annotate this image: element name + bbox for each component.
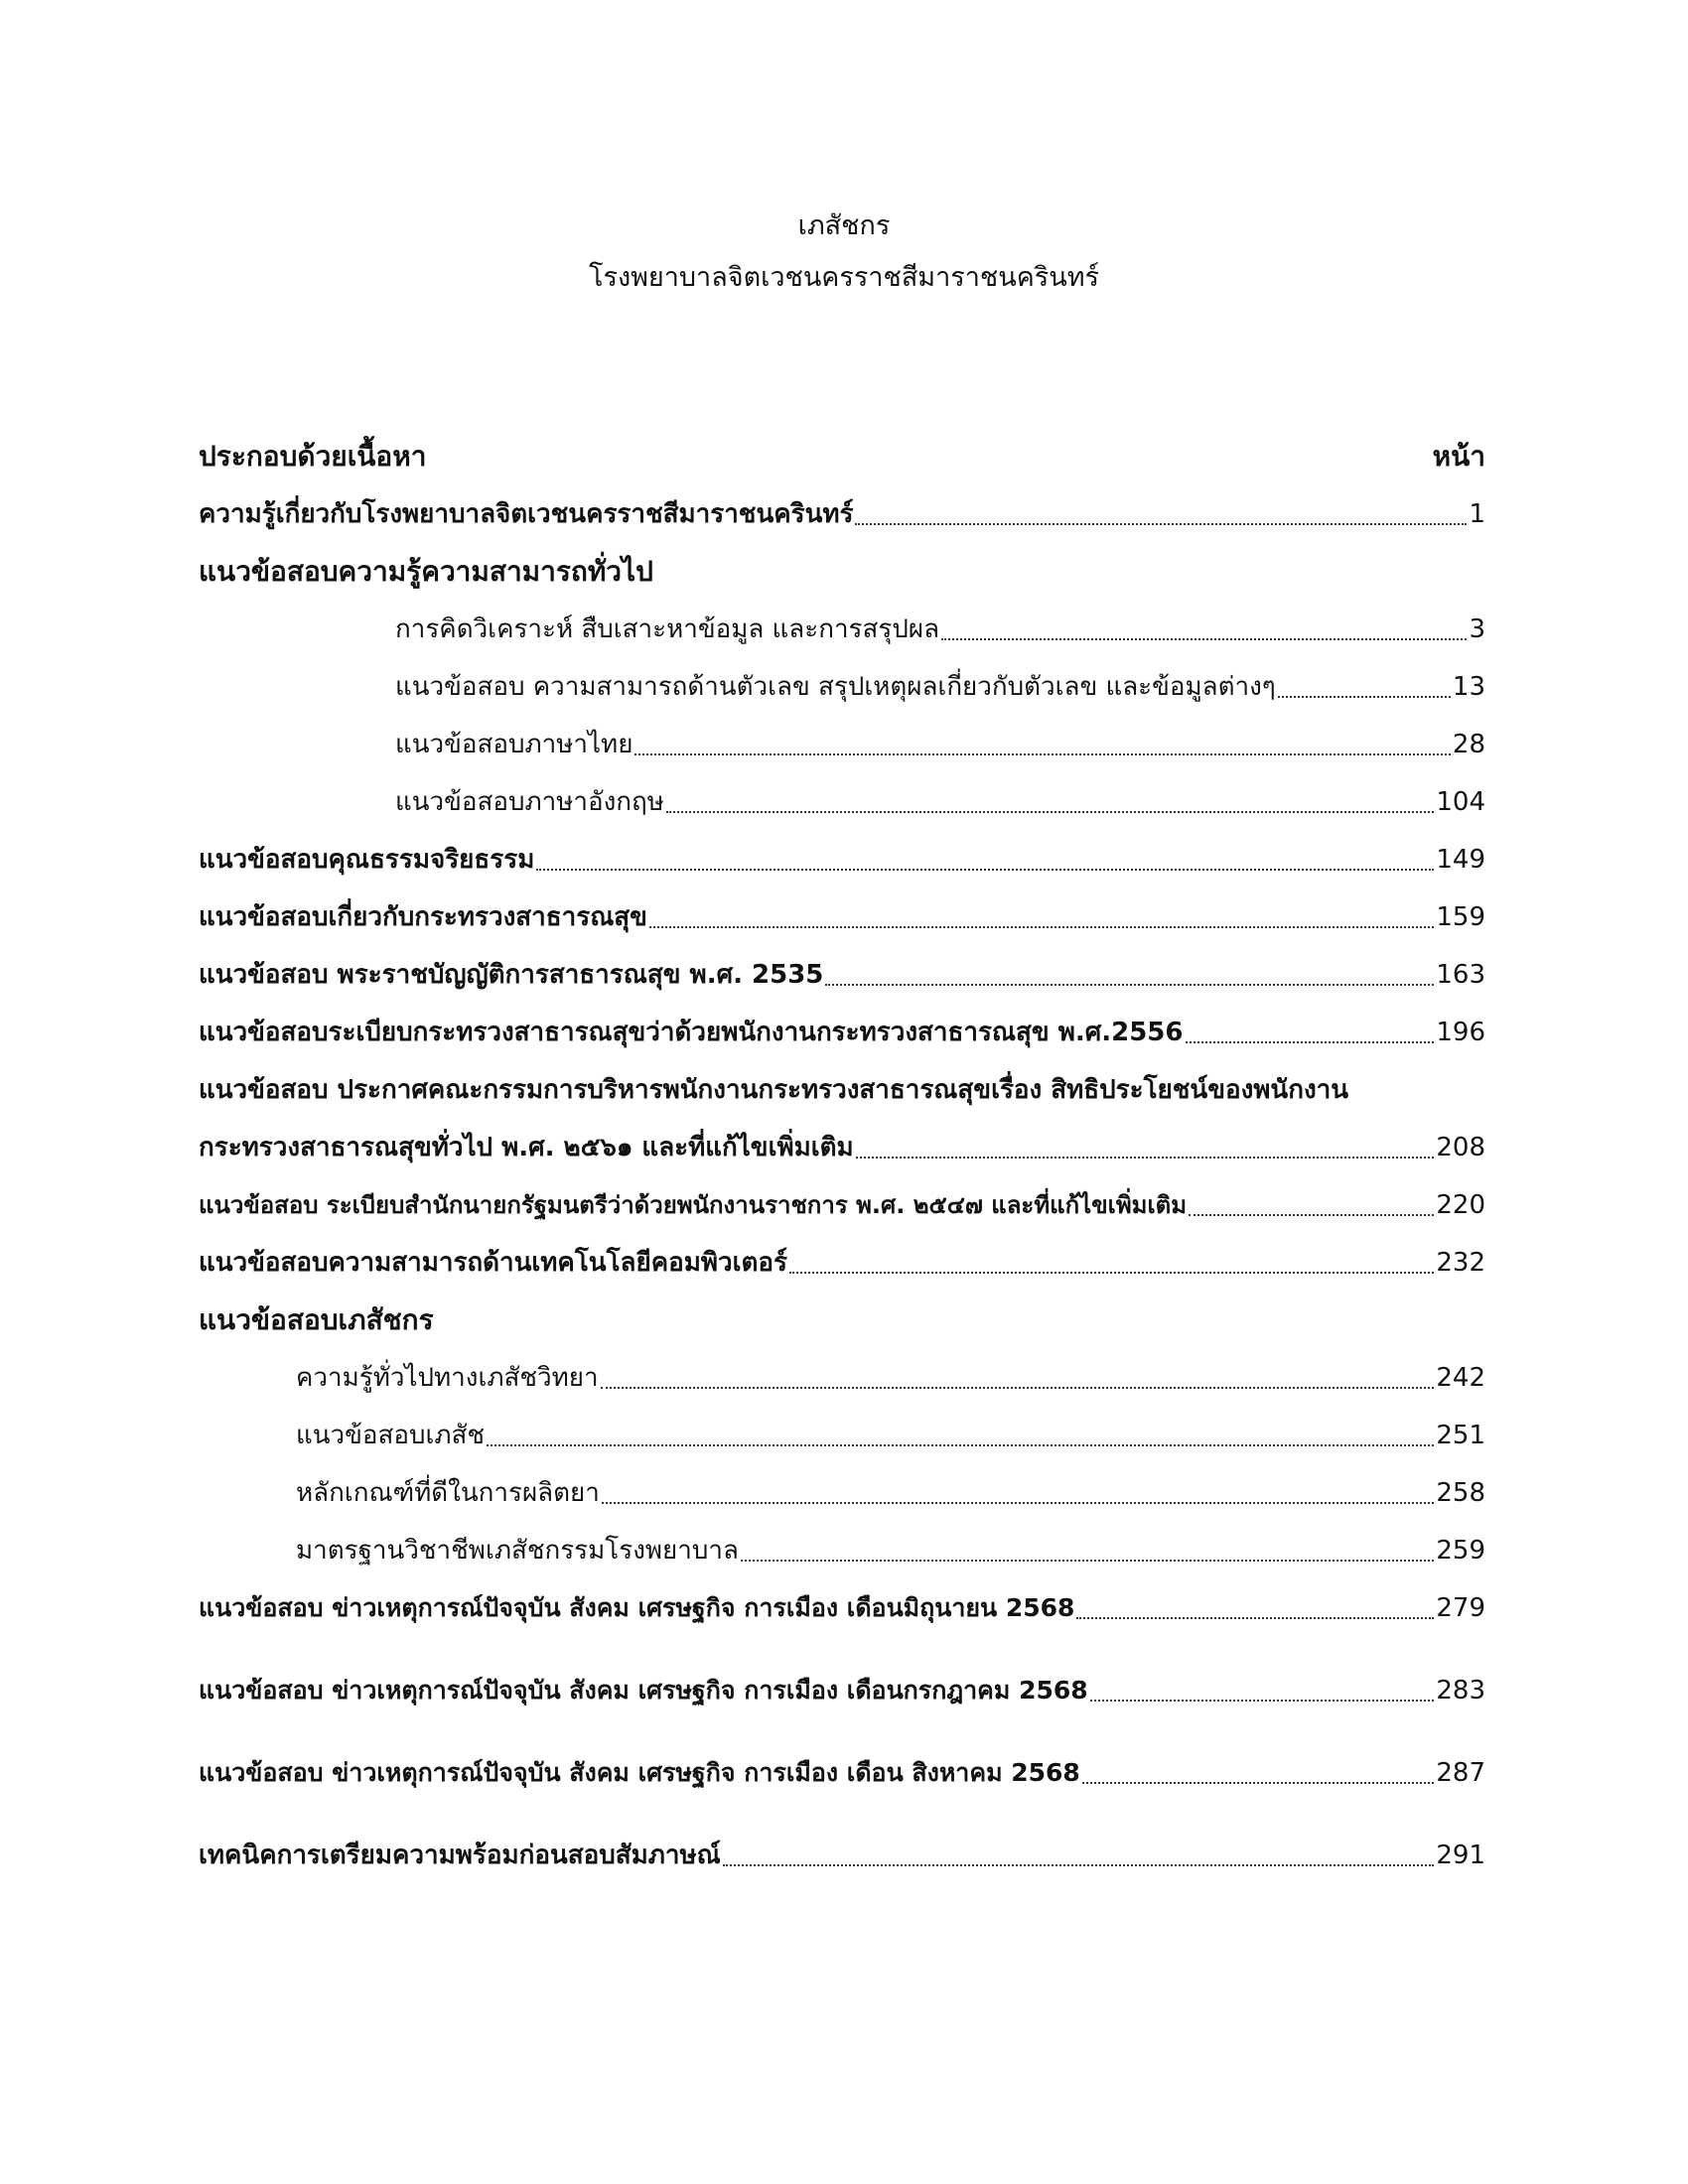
toc-section-heading: แนวข้อสอบความรู้ความสามารถทั่วไป xyxy=(199,555,653,588)
document-subtitle: โรงพยาบาลจิตเวชนครราชสีมาราชนครินทร์ xyxy=(588,262,1100,293)
toc-entry xyxy=(395,782,1485,822)
toc-entry-page: 104 xyxy=(1436,787,1485,817)
toc-entry-text: แนวข้อสอบ พระราชบัญญัติการสาธารณสุข พ.ศ. 2535 xyxy=(199,960,824,990)
dot-leader xyxy=(1189,1214,1434,1216)
dot-leader xyxy=(941,638,1467,640)
toc-entry-text: เทคนิคการเตรียมความพร้อมก่อนสอบสัมภาษณ์ xyxy=(199,1841,721,1870)
toc-entry xyxy=(395,725,1485,764)
toc-entry-text: แนวข้อสอบภาษาไทย xyxy=(395,730,633,759)
dot-leader xyxy=(1186,1041,1435,1043)
toc-entry xyxy=(199,840,1485,880)
toc-entry xyxy=(296,1416,1485,1455)
toc-entry xyxy=(199,897,1485,937)
dot-leader xyxy=(825,984,1434,986)
document-title: เภสัชกร xyxy=(797,210,891,241)
toc-entry xyxy=(199,955,1485,995)
toc-entry-text: แนวข้อสอบ ข่าวเหตุการณ์ปัจจุบัน สังคม เศรษฐกิจ การเมือง เดือนมิถุนายน 2568 xyxy=(199,1593,1075,1622)
dot-leader xyxy=(536,869,1434,871)
toc-entry-text-line1: แนวข้อสอบ ประกาศคณะกรรมการบริหารพนักงานกระทรวงสาธารณสุขเรื่อง สิทธิประโยชน์ของพนักงาน xyxy=(199,1075,1349,1105)
toc-entry-page: 279 xyxy=(1436,1593,1485,1623)
dot-leader xyxy=(1278,696,1451,698)
toc-entry xyxy=(296,1473,1485,1513)
toc-entry-text: กระทรวงสาธารณสุขทั่วไป พ.ศ. ๒๕๖๑ และที่แก้ไขเพิ่มเติม xyxy=(199,1133,854,1162)
toc-entry xyxy=(199,1753,1485,1793)
toc-entry xyxy=(199,1836,1485,1875)
toc-entry-page: 196 xyxy=(1436,1018,1485,1047)
toc-entry-page: 208 xyxy=(1436,1133,1485,1162)
dot-leader xyxy=(1082,1782,1435,1784)
dot-leader xyxy=(487,1444,1434,1446)
toc-entry-page: 251 xyxy=(1436,1421,1485,1450)
toc-entry xyxy=(199,1185,1485,1225)
toc-entry-page: 159 xyxy=(1436,902,1485,932)
toc-entry-page: 220 xyxy=(1436,1190,1485,1220)
toc-entry-text: แนวข้อสอบ ระเบียบสำนักนายกรัฐมนตรีว่าด้วยพนักงานราชการ พ.ศ. ๒๕๔๗ และที่แก้ไขเพิ่มเติม xyxy=(199,1191,1188,1219)
toc-entry-text: แนวข้อสอบคุณธรรมจริยธรรม xyxy=(199,845,535,875)
toc-entry-page: 291 xyxy=(1436,1841,1485,1870)
toc-entry-text: แนวข้อสอบภาษาอังกฤษ xyxy=(395,787,664,817)
toc-entry-text: แนวข้อสอบความสามารถด้านเทคโนโลยีคอมพิวเตอร์ xyxy=(199,1248,787,1278)
dot-leader xyxy=(856,1157,1435,1159)
dot-leader xyxy=(855,523,1467,525)
toc-entry-page: 3 xyxy=(1469,614,1485,644)
toc-entry-text: มาตรฐานวิชาชีพเภสัชกรรมโรงพยาบาล xyxy=(296,1536,739,1566)
toc-entry xyxy=(199,494,1485,534)
toc-entry-page: 28 xyxy=(1452,730,1485,759)
dot-leader xyxy=(634,753,1450,755)
toc-header-row xyxy=(199,437,1485,477)
toc-entry-page: 13 xyxy=(1452,672,1485,702)
toc-entry-page: 1 xyxy=(1469,499,1485,529)
toc-entry xyxy=(199,1013,1485,1052)
toc-entry xyxy=(296,1358,1485,1398)
toc-entry xyxy=(199,1588,1485,1628)
toc-entry-page: 287 xyxy=(1436,1758,1485,1788)
dot-leader xyxy=(602,1502,1435,1504)
toc-entry xyxy=(199,1128,1485,1167)
toc-entry xyxy=(296,1531,1485,1570)
toc-entry xyxy=(199,1243,1485,1283)
toc-entry-page: 283 xyxy=(1436,1676,1485,1706)
toc-entry-text: แนวข้อสอบ ข่าวเหตุการณ์ปัจจุบัน สังคม เศรษฐกิจ การเมือง เดือน สิงหาคม 2568 xyxy=(199,1758,1080,1787)
dot-leader xyxy=(723,1864,1435,1866)
toc-entry-text: แนวข้อสอบระเบียบกระทรวงสาธารณสุขว่าด้วยพนักงานกระทรวงสาธารณสุข พ.ศ.2556 xyxy=(199,1018,1184,1047)
toc-entry-text: การคิดวิเคราะห์ สืบเสาะหาข้อมูล และการสรุปผล xyxy=(395,614,940,644)
toc-entry-page: 242 xyxy=(1436,1363,1485,1393)
dot-leader xyxy=(649,926,1434,928)
dot-leader xyxy=(1090,1700,1435,1702)
toc-entry-text: แนวข้อสอบ ข่าวเหตุการณ์ปัจจุบัน สังคม เศรษฐกิจ การเมือง เดือนกรกฎาคม 2568 xyxy=(199,1676,1088,1705)
toc-entry-page: 232 xyxy=(1436,1248,1485,1278)
toc-section-heading: แนวข้อสอบเภสัชกร xyxy=(199,1303,434,1336)
dot-leader xyxy=(601,1387,1435,1389)
toc-entry xyxy=(199,1671,1485,1710)
toc-entry-text: ความรู้ทั่วไปทางเภสัชวิทยา xyxy=(296,1363,599,1393)
toc-entry-text: หลักเกณฑ์ที่ดีในการผลิตยา xyxy=(296,1478,600,1508)
dot-leader xyxy=(1076,1617,1434,1619)
toc-heading: ประกอบด้วยเนื้อหา xyxy=(199,440,427,473)
toc-entry-text: แนวข้อสอบ ความสามารถด้านตัวเลข สรุปเหตุผลเกี่ยวกับตัวเลข และข้อมูลต่างๆ xyxy=(395,672,1276,702)
toc-entry-text: แนวข้อสอบเภสัช xyxy=(296,1421,486,1450)
toc-page-heading: หน้า xyxy=(1432,440,1485,473)
dot-leader xyxy=(741,1560,1434,1562)
toc-entry-text: แนวข้อสอบเกี่ยวกับกระทรวงสาธารณสุข xyxy=(199,902,647,932)
toc-entry-page: 258 xyxy=(1436,1478,1485,1508)
toc-entry-page: 149 xyxy=(1436,845,1485,875)
toc-entry-page: 259 xyxy=(1436,1536,1485,1566)
toc-entry-page: 163 xyxy=(1436,960,1485,990)
dot-leader xyxy=(789,1272,1434,1274)
toc-entry xyxy=(395,610,1485,649)
toc-entry-text: ความรู้เกี่ยวกับโรงพยาบาลจิตเวชนครราชสีมาราชนครินทร์ xyxy=(199,499,854,529)
toc-entry xyxy=(395,667,1485,707)
dot-leader xyxy=(666,811,1434,813)
